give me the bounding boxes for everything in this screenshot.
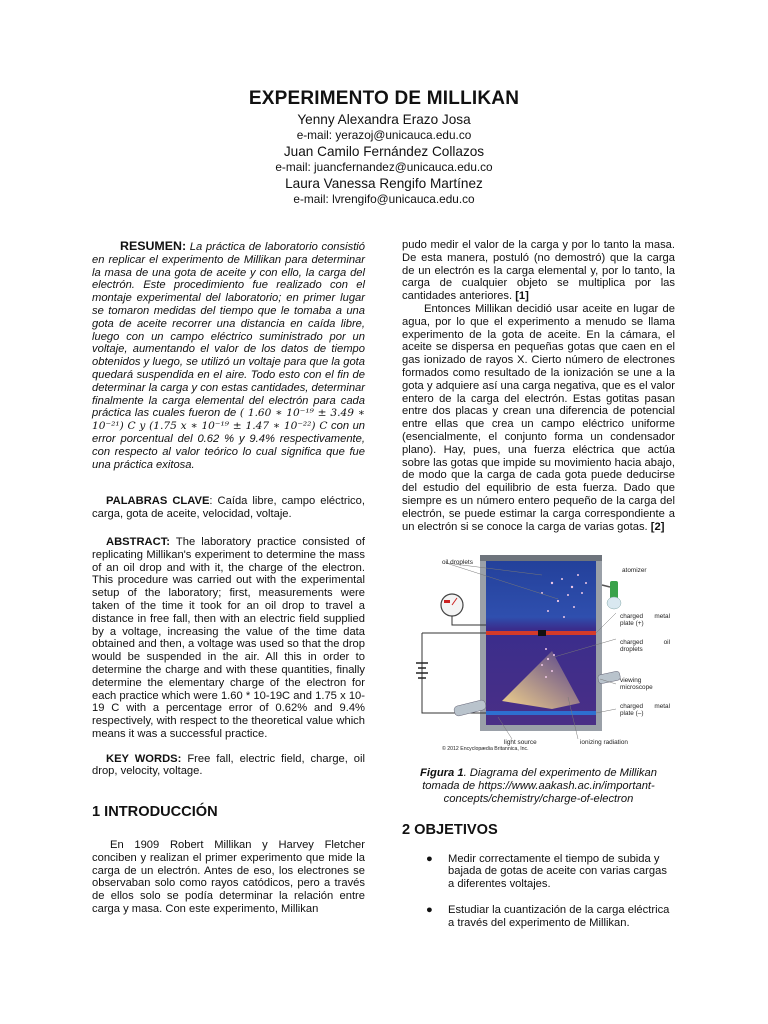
section-title-objetivos: 2 OBJETIVOS	[402, 821, 498, 838]
figure-label: charged metal plate (+)	[620, 613, 670, 628]
list-item	[402, 853, 675, 891]
left-column	[92, 240, 365, 916]
figure-label: atomizer	[622, 567, 647, 575]
citation: [1]	[515, 290, 529, 303]
author-email: e-mail: lvrengifo@unicauca.edu.co	[293, 192, 475, 206]
bullet-icon: ●	[426, 852, 433, 865]
voltmeter-icon	[441, 594, 463, 616]
resumen-text-end: con un error porcentual del 0.62 % y 9.4% respectivamente, con respecto al valor teórico lo cual significa que fue una práctica exitosa.	[92, 420, 366, 471]
palabras-clave-text: : Caída libre, campo eléctrico, carga, gota de aceite, velocidad, voltaje.	[92, 495, 365, 521]
figure-label: light source	[504, 739, 537, 747]
figure-label: charged metal plate (–)	[620, 703, 670, 718]
plate-hole	[538, 630, 546, 636]
resumen-text: La práctica de laboratorio consistió en replicar el experimento de Millikan para determinar la masa de una gota de aceite y con ello, la carga del electrón. Este procedimiento fue realizado con el montaje experimental del laboratorio; en primer lugar se tomaron medidas del tiempo que le tomaba a una gota de aceite recorrer una distancia en caída libre, luego con un campo eléctrico suministrado por un voltaje, aumentando el valor de los datos de tiempo obtenidos y luego, se utilizó un voltaje para que la gota quedará suspendida en el aire. Todo esto con el fin de determinar la carga y con estas cantidades, determinar finalmente la carga elemental del electrón para cada práctica las cuales fueron de	[92, 241, 366, 420]
author-email: e-mail: yerazoj@unicauca.edu.co	[296, 128, 472, 142]
author-name: Laura Vanessa Rengifo Martínez	[285, 176, 483, 191]
bullet-icon: ●	[426, 903, 433, 916]
millikan-diagram	[402, 553, 675, 753]
paper-header	[0, 88, 768, 207]
chamber-lid	[480, 555, 602, 561]
objectives-list	[402, 853, 675, 930]
figure-caption-label: Figura 1	[420, 767, 464, 780]
figure-label: charged oil droplets	[620, 639, 670, 654]
abstract-label: ABSTRACT:	[106, 535, 171, 548]
negative-plate	[486, 711, 596, 715]
figure-label: oil droplets	[442, 559, 473, 567]
author-name: Yenny Alexandra Erazo Josa	[297, 112, 471, 127]
key-words-label: KEY WORDS:	[106, 752, 182, 765]
body-paragraph	[402, 239, 675, 303]
figure-copyright: © 2012 Encyclopædia Britannica, Inc.	[442, 746, 529, 753]
resumen-paragraph	[92, 240, 365, 471]
abstract-paragraph	[92, 536, 365, 741]
figure-label: ionizing radiation	[580, 739, 628, 747]
body-text: pudo medir el valor de la carga y por lo tanto la masa. De esta manera, postuló (no demostró) que la carga de un electrón es la carga elemental y, por lo tanto, la carga de cualquier objeto se multiplica por las cantidades anteriores.	[402, 239, 675, 303]
right-column	[402, 239, 675, 943]
section-title-introduccion: 1 INTRODUCCIÓN	[92, 804, 218, 821]
citation: [2]	[650, 520, 665, 533]
objective-text: Medir correctamente el tiempo de subida y bajada de gotas de aceite con varias cargas a diferentes voltajes.	[448, 852, 667, 891]
palabras-clave-paragraph	[92, 495, 365, 521]
key-words-paragraph	[92, 753, 365, 779]
figure-caption	[402, 767, 675, 805]
millikan-figure	[402, 553, 675, 753]
objective-text: Estudiar la cuantización de la carga eléctrica a través del experimento de Millikan.	[448, 903, 670, 929]
author-name: Juan Camilo Fernández Collazos	[283, 144, 485, 159]
key-words-text: Free fall, electric field, charge, oil drop, velocity, voltage.	[92, 752, 366, 778]
body-paragraph	[402, 303, 675, 533]
body-text: Entonces Millikan decidió usar aceite en lugar de agua, por lo que el experimento a menudo se llama experimento de la gota de aceite. En la cámara, el aceite se dispersa en pequeñas gotas que caen en el gas ionizado de rayos X. Cierto número de electrones formados como resultado de la ionización se une a la gota y adquiere así una carga negativa, que es el valor entero de la carga del electrón. Estas gotitas pasan entre dos placas y crean una diferencia de potencial entre ellas que crea un campo eléctrico uniforme (esencialmente, el conjunto forma un condensador plano). Hay, pues, una fuerza eléctrica que actúa sobre las gotas que impide su movimiento hacia abajo, de modo que la carga de cada gota puede deducirse del estudio del equilibrio de esta fuerza. Dado que siempre es un número entero pequeño de la carga del electrón, se puede estimar la carga correspondiente a un electrón si se conoce la carga de varias gotas.	[402, 302, 675, 533]
atomizer-icon	[602, 581, 621, 609]
figure-caption-text: . Diagrama del experimento de Millikan tomada de https://www.aakash.ac.in/important-concepts/chemistry/charge-of-electron	[422, 767, 657, 805]
palabras-clave-label: PALABRAS CLAVE	[106, 495, 210, 508]
author-email: e-mail: juancfernandez@unicauca.edu.co	[275, 160, 493, 174]
list-item	[402, 904, 675, 930]
resumen-math: ( 1.60 ∗ 10⁻¹⁹ ± 3.49 ∗ 10⁻²¹) C y (1.75 x ∗ 10⁻¹⁹ ± 1.47 ∗ 10⁻²²) C	[92, 407, 366, 433]
intro-paragraph: En 1909 Robert Millikan y Harvey Fletcher conciben y realizan el primer experimento que mide la carga de un electrón. Antes de eso, los electrones se observaban solo como rayos catódicos, pero a través de ellos solo se podía determinar la relación entre carga y masa. Con este experimento, Millikan	[92, 839, 365, 916]
abstract-text: The laboratory practice consisted of replicating Millikan's experiment to determine the mass of an oil drop and with it, the charge of the electron. This procedure was carried out with the experimental setup of the laboratory; first, measurements were taken of the time it took for an oil drop to travel a distance in free fall, then with an electric field supplied by a voltage, increasing the value of the time data obtained and then, a voltage was used so that the drop would be suspended in the air. All this in order to determine the charge and with these quantities, finally determine the elementary charge of the electron for each practice which were 1.60 * 10-19C and 1.75 x 10-19 C with a percentage error of 0.62% and 9.4% respectively, with respect to the theoretical value which means it was a successful practice.	[92, 535, 365, 740]
resumen-label: RESUMEN:	[120, 239, 187, 253]
figure-label: viewing microscope	[620, 677, 653, 692]
paper-title: EXPERIMENTO DE MILLIKAN	[248, 88, 520, 109]
